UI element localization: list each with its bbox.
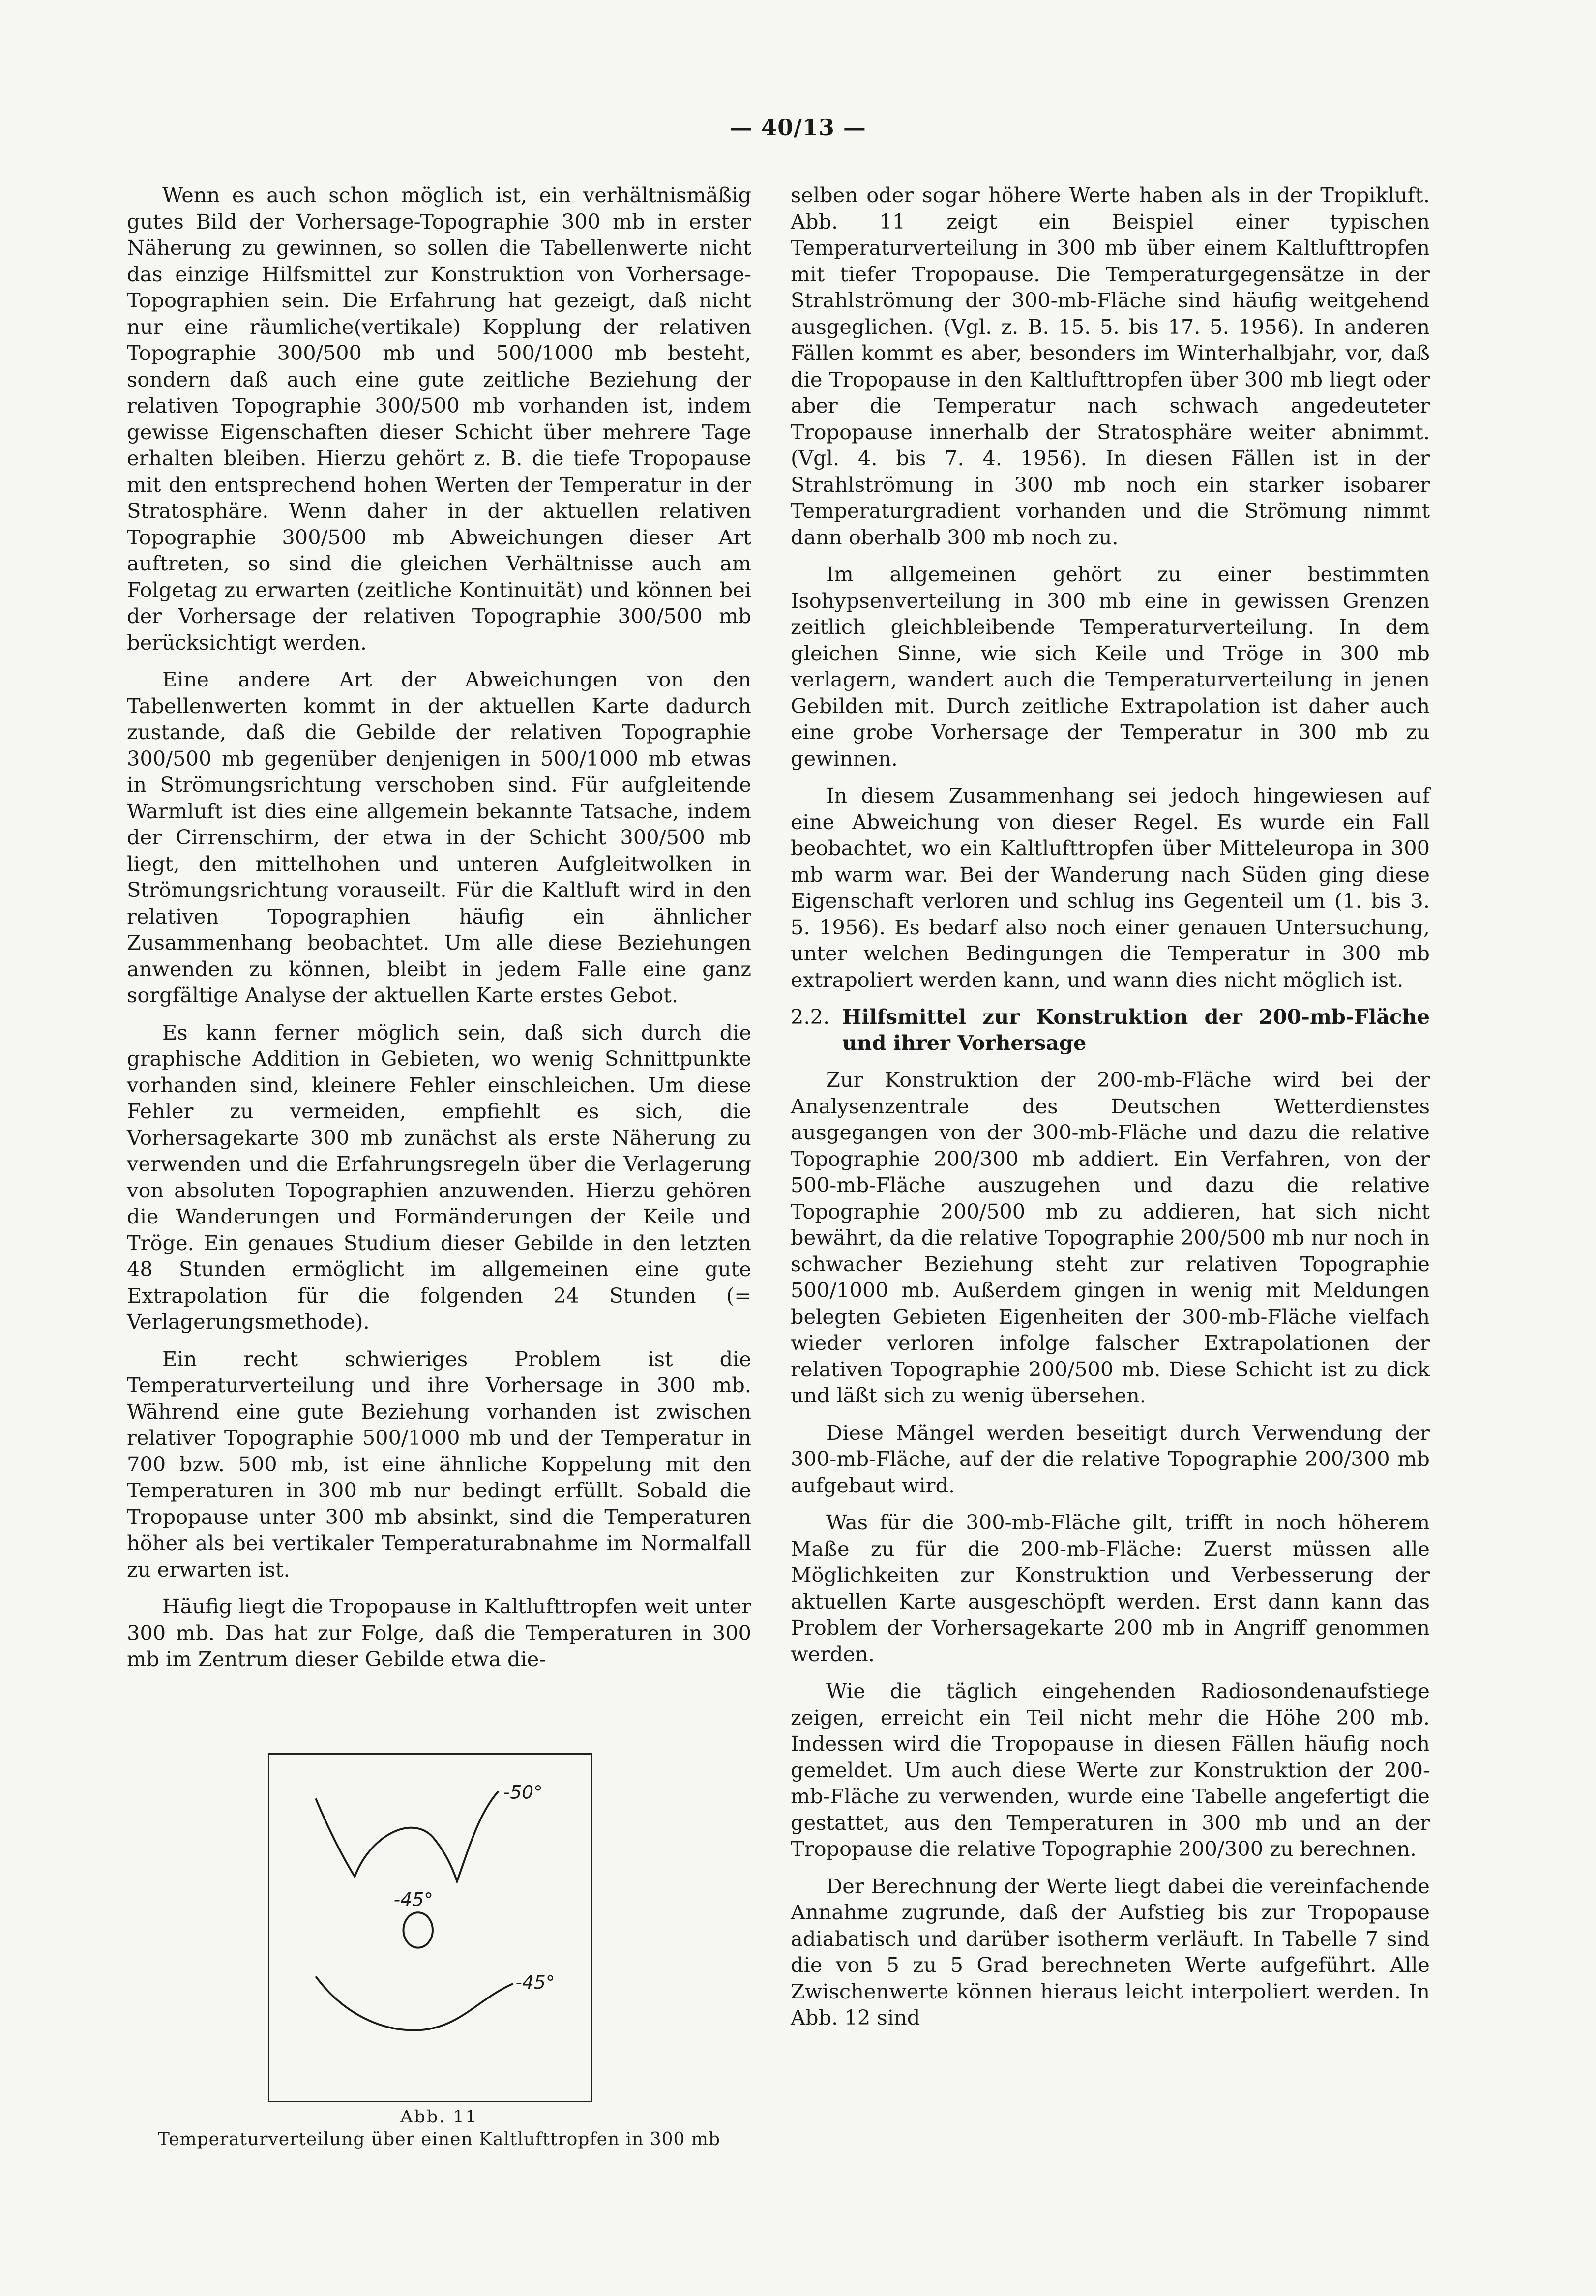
isotherm-diagram [269,1755,591,2101]
paragraph: Der Berechnung der Werte liegt dabei die vereinfachende Annahme zugrunde, daß der Aufstieg bis zur Tropopause adiabatisch und darüber isotherm verläuft. In Tabelle 7 sind die von 5 zu 5 Grad berechneten Werte aufgeführt. Alle Zwischenwerte können hieraus leicht interpoliert werden. In Abb. 12 sind [791,1874,1430,2029]
paragraph: In diesem Zusammenhang sei jedoch hingewiesen auf eine Abweichung von dieser Regel. Es wurde ein Fall beobachtet, wo ein Kaltlufttropfen über Mitteleuropa in 300 mb warm war. Bei der Wanderung nach Süden ging diese Eigenschaft verloren und schlug ins Gegenteil um (1. bis 3. 5. 1956). Es bedarf also noch einer genauen Untersuchung, unter welchen Bedingungen die Temperatur in 300 mb extrapoliert werden kann, und wann dies nicht möglich ist. [791,783,1430,992]
paragraph: Häufig liegt die Tropopause in Kaltlufttropfen weit unter 300 mb. Das hat zur Folge, daß die Temperaturen in 300 mb im Zentrum dieser Gebilde etwa die- [127,1594,751,1671]
isotherm-line-minus-45 [316,1976,513,2030]
section-title: Hilfsmittel zur Konstruktion der 200-mb-Fläche und ihrer Vorhersage [842,1005,1430,1055]
paragraph: Es kann ferner möglich sein, daß sich durch die graphische Addition in Gebieten, wo wenig Schnittpunkte vorhanden sind, kleinere Fehler einschleichen. Um diese Fehler zu vermeiden, empfiehlt es sich, die Vorhersagekarte 300 mb zunächst als erste Näherung zu verwenden und die Erfahrungsregeln über die Verlagerung von absoluten Topographien anzuwenden. Hierzu gehören die Wanderungen und Formänderungen der Keile und Tröge. Ein genaues Studium dieser Gebilde in den letzten 48 Stunden ermöglicht im allgemeinen eine gute Extrapolation für die folgenden 24 Stunden (= Verlagerungsmethode). [127,1020,751,1334]
paragraph: selben oder sogar höhere Werte haben als in der Tropikluft. Abb. 11 zeigt ein Beispiel einer typischen Temperaturverteilung in 300 mb über einem Kaltlufttropfen mit tiefer Tropopause. Die Temperaturgegensätze in der Strahlströmung der 300-mb-Fläche sind häufig weitgehend ausgeglichen. (Vgl. z. B. 15. 5. bis 17. 5. 1956). In anderen Fällen kommt es aber, besonders im Winterhalbjahr, vor, daß die Tropopause in den Kaltlufttropfen über 300 mb liegt oder aber die Temperatur nach schwach angedeuteter Tropopause innerhalb der Stratosphäre weiter abnimmt. (Vgl. 4. bis 7. 4. 1956). In diesen Fällen ist in der Strahlströmung in 300 mb noch ein starker isobarer Temperaturgradient vorhanden und die Strömung nimmt dann oberhalb 300 mb noch zu. [791,183,1430,549]
figure-isotherm-diagram [268,1753,592,2102]
isotherm-label: -45° [393,1888,433,1910]
right-column [791,182,1430,2042]
isotherm-closed-minus-45 [404,1912,433,1947]
section-heading [791,1004,1430,1056]
paragraph: Im allgemeinen gehört zu einer bestimmten Isohypsenverteilung in 300 mb eine in gewissen Grenzen zeitlich gleichbleibende Temperaturverteilung. In dem gleichen Sinne, wie sich Keile und Tröge in 300 mb verlagern, wandert auch die Temperaturverteilung in jenen Gebilden mit. Durch zeitliche Extrapolation ist daher auch eine grobe Vorhersage der Temperatur in 300 mb zu gewinnen. [791,562,1430,771]
page-number: — 40/13 — [730,114,866,141]
paragraph: Was für die 300-mb-Fläche gilt, trifft in noch höherem Maße zu für die 200-mb-Fläche: Zuerst müssen alle Möglichkeiten zur Konstruktion und Verbesserung der aktuellen Karte ausgeschöpft werden. Erst dann kann das Problem der Vorhersagekarte 200 mb in Angriff genommen werden. [791,1510,1430,1666]
figure-label: Abb. 11 [400,2107,478,2127]
isotherm-label: -45° [515,1971,555,1993]
paragraph: Eine andere Art der Abweichungen von den Tabellenwerten kommt in der aktuellen Karte dadurch zustande, daß die Gebilde der relativen Topographie 300/500 mb gegenüber denjenigen in 500/1000 mb etwas in Strömungsrichtung verschoben sind. Für aufgleitende Warmluft ist dies eine allgemein bekannte Tatsache, indem der Cirrenschirm, der etwa in der Schicht 300/500 mb liegt, den mittelhohen und unteren Aufgleitwolken in Strömungsrichtung vorauseilt. Für die Kaltluft wird in den relativen Topographien häufig ein ähnlicher Zusammenhang beobachtet. Um alle diese Beziehungen anwenden zu können, bleibt in jedem Falle eine ganz sorgfältige Analyse der aktuellen Karte erstes Gebot. [127,667,751,1007]
paragraph: Wie die täglich eingehenden Radiosondenaufstiege zeigen, erreicht ein Teil nicht mehr die Höhe 200 mb. Indessen wird die Tropopause in diesen Fällen häufig noch gemeldet. Um auch diese Werte zur Konstruktion der 200-mb-Fläche zu verwenden, wurde eine Tabelle angefertigt die gestattet, aus den Temperaturen in 300 mb und an der Tropopause die relative Topographie 200/300 zu berechnen. [791,1679,1430,1861]
isotherm-label: -50° [503,1781,543,1803]
paragraph: Wenn es auch schon möglich ist, ein verhältnismäßig gutes Bild der Vorhersage-Topographie 300 mb in erster Näherung zu gewinnen, so sollen die Tabellenwerte nicht das einzige Hilfsmittel zur Konstruktion von Vorhersage-Topographien sein. Die Erfahrung hat gezeigt, daß nicht nur eine räumliche(vertikale) Kopplung der relativen Topographie 300/500 mb und 500/1000 mb besteht, sondern daß auch eine gute zeitliche Beziehung der relativen Topographie 300/500 mb vorhanden ist, indem gewisse Eigenschaften dieser Schicht über mehrere Tage erhalten bleiben. Hierzu gehört z. B. die tiefe Tropopause mit den entsprechend hohen Werten der Temperatur in der Stratosphäre. Wenn daher in der aktuellen relativen Topographie 300/500 mb Abweichungen dieser Art auftreten, so sind die gleichen Verhältnisse auch am Folgetag zu erwarten (zeitliche Kontinuität) und können bei der Vorhersage der relativen Topographie 300/500 mb berücksichtigt werden. [127,183,751,655]
figure-caption: Temperaturverteilung über einen Kaltlufttropfen in 300 mb [157,2129,721,2149]
paragraph: Ein recht schwieriges Problem ist die Temperaturverteilung und ihre Vorhersage in 300 mb. Während eine gute Beziehung vorhanden ist zwischen relativer Topographie 500/1000 mb und der Temperatur in 700 bzw. 500 mb, ist eine ähnliche Koppelung mit den Temperaturen in 300 mb nur bedingt erfüllt. Sobald die Tropopause unter 300 mb absinkt, sind die Temperaturen höher als bei vertikaler Temperaturabnahme im Normalfall zu erwarten ist. [127,1346,751,1581]
isotherm-line-minus-50 [316,1791,499,1881]
section-number: 2.2. [791,1005,830,1029]
paragraph: Diese Mängel werden beseitigt durch Verwendung der 300-mb-Fläche, auf der die relative Topographie 200/300 mb aufgebaut wird. [791,1420,1430,1497]
paragraph: Zur Konstruktion der 200-mb-Fläche wird bei der Analysenzentrale des Deutschen Wetterdienstes ausgegangen von der 300-mb-Fläche und dazu die relative Topographie 200/300 mb addiert. Ein Verfahren, von der 500-mb-Fläche auszugehen und dazu die relative Topographie 200/500 mb zu addieren, hat sich nicht bewährt, da die relative Topographie 200/500 mb nur noch in schwacher Beziehung steht zur relativen Topographie 500/1000 mb. Außerdem gingen in wenig mit Meldungen belegten Gebieten Eigenheiten der 300-mb-Fläche vielfach wieder verloren infolge falscher Extrapolationen der relativen Topographie 200/500 mb. Diese Schicht ist zu dick und läßt sich zu wenig übersehen. [791,1068,1430,1407]
left-column [127,182,751,1683]
